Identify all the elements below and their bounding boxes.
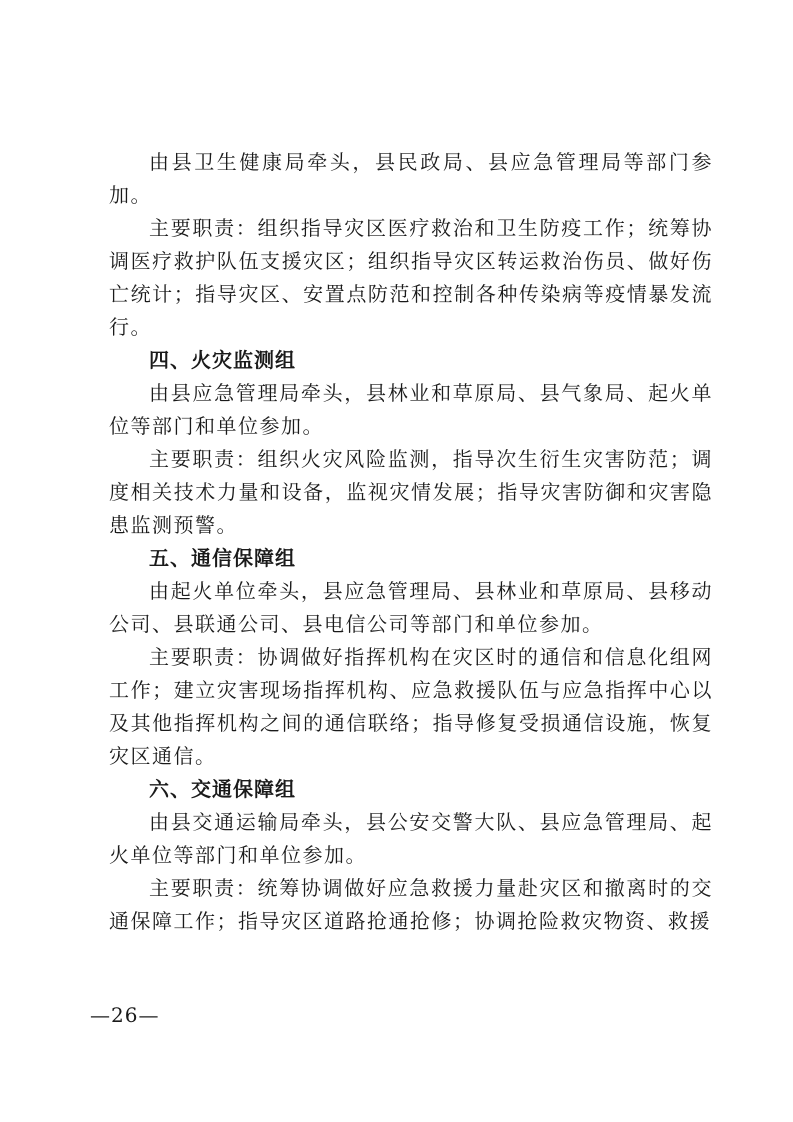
section-heading: 五、通信保障组 [149,546,296,570]
section-heading: 四、火灾监测组 [149,348,296,372]
paragraph: 由起火单位牵头，县应急管理局、县林业和草原局、县移动公司、县联通公司、县电信公司等部门和单位参加。 [109,579,713,636]
page-number: —26— [90,1003,160,1027]
paragraph: 主要职责：组织火灾风险监测，指导次生衍生灾害防范；调度相关技术力量和设备，监视灾情发展；指导灾害防御和灾害隐患监测预警。 [109,447,713,537]
paragraph: 由县卫生健康局牵头，县民政局、县应急管理局等部门参加。 [109,150,713,207]
paragraph: 主要职责：统筹协调做好应急救援力量赴灾区和撤离时的交通保障工作；指导灾区道路抢通抢修；协调抢险救灾物资、救援 [109,876,713,933]
document-body [109,146,713,938]
paragraph: 由县应急管理局牵头，县林业和草原局、县气象局、起火单位等部门和单位参加。 [109,381,713,438]
paragraph: 主要职责：组织指导灾区医疗救治和卫生防疫工作；统筹协调医疗救护队伍支援灾区；组织指导灾区转运救治伤员、做好伤亡统计；指导灾区、安置点防范和控制各种传染病等疫情暴发流行。 [109,216,713,339]
paragraph: 主要职责：协调做好指挥机构在灾区时的通信和信息化组网工作；建立灾害现场指挥机构、应急救援队伍与应急指挥中心以及其他指挥机构之间的通信联络；指导修复受损通信设施，恢复灾区通信。 [109,645,713,768]
paragraph: 由县交通运输局牵头，县公安交警大队、县应急管理局、起火单位等部门和单位参加。 [109,810,713,867]
section-heading: 六、交通保障组 [149,777,296,801]
